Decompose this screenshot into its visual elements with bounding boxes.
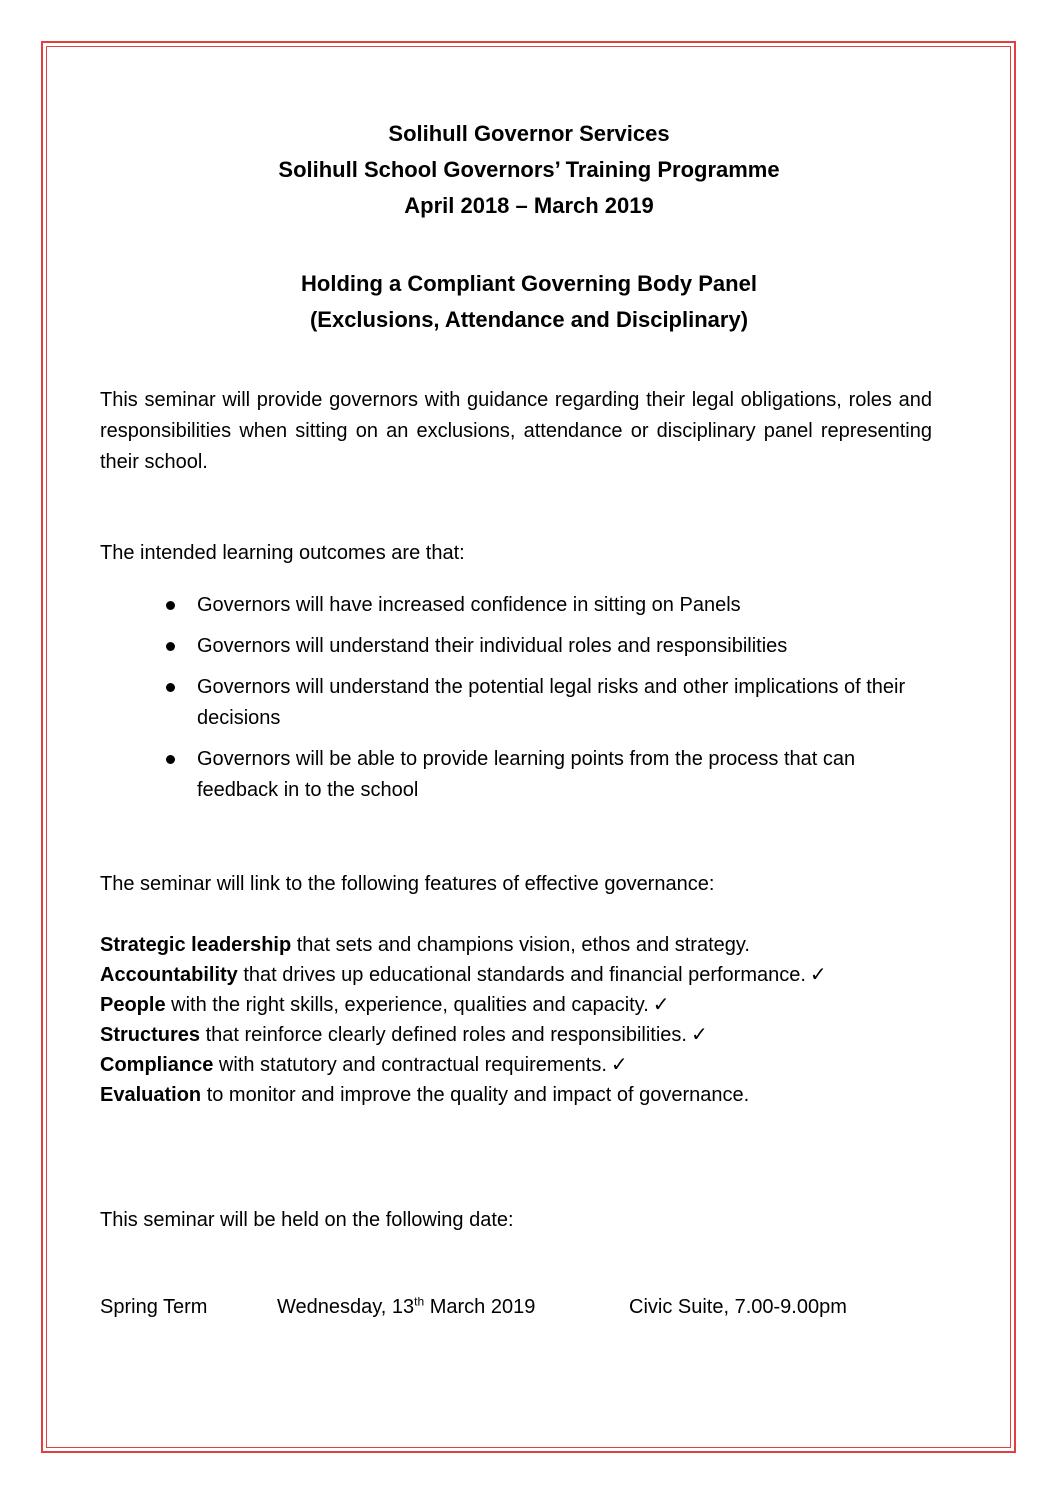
programme-header [0,116,1058,224]
feature-term: Accountability [100,964,238,986]
feature-line [100,960,980,990]
feature-term: Structures [100,1024,201,1046]
list-item [160,590,940,621]
outcomes-list [160,590,940,816]
list-item [160,631,940,662]
schedule-venue: Civic Suite, 7.00-9.00pm [629,1296,847,1318]
features-intro: The seminar will link to the following features of effective governance: [100,873,715,895]
feature-text: to monitor and improve the quality and impact of governance. [201,1084,750,1106]
checkmark-icon: ✓ [809,964,827,986]
course-subtitle: (Exclusions, Attendance and Disciplinary) [309,307,749,332]
bullet-icon [166,642,175,651]
schedule-date [277,1292,535,1323]
bullet-icon [166,683,175,692]
intro-paragraph: This seminar will provide governors with guidance regarding their legal obligations, roles and responsibilities when sitting on an exclusions, attendance or disciplinary panel representing their school. [100,389,932,473]
date-day: Wednesday, 13 [277,1296,415,1318]
list-item [160,672,940,734]
schedule-term: Spring Term [100,1296,208,1318]
feature-line [100,930,980,960]
feature-term: Compliance [100,1054,214,1076]
outcome-text: Governors will be able to provide learning points from the process that can feedback in to the school [197,748,856,801]
checkmark-icon: ✓ [652,994,670,1016]
date-ordinal: th [414,1294,425,1309]
date-intro: This seminar will be held on the following date: [100,1209,514,1231]
features-list [100,930,980,1110]
feature-line [100,990,980,1020]
programme-period: April 2018 – March 2019 [404,193,654,218]
outcome-text: Governors will understand their individual roles and responsibilities [197,635,788,657]
outcome-text: Governors will understand the potential legal risks and other implications of their decisions [197,676,906,729]
programme-name: Solihull School Governors’ Training Programme [278,157,780,182]
feature-line [100,1080,980,1110]
date-month-year: March 2019 [424,1296,536,1318]
bullet-icon [166,601,175,610]
course-title: Holding a Compliant Governing Body Panel [301,271,757,296]
course-heading [0,266,1058,338]
feature-text: that sets and champions vision, ethos and strategy. [291,934,750,956]
feature-text: that drives up educational standards and financial performance. [237,964,806,986]
outcomes-intro: The intended learning outcomes are that: [100,542,465,564]
feature-line [100,1020,980,1050]
bullet-icon [166,755,175,764]
list-item [160,744,940,806]
org-name: Solihull Governor Services [388,121,670,146]
outcome-text: Governors will have increased confidence in sitting on Panels [197,594,741,616]
feature-text: with statutory and contractual requirements. [213,1054,607,1076]
checkmark-icon: ✓ [610,1054,628,1076]
feature-text: with the right skills, experience, qualities and capacity. [165,994,649,1016]
feature-term: Strategic leadership [100,934,292,956]
checkmark-icon: ✓ [690,1024,708,1046]
feature-term: People [100,994,166,1016]
feature-text: that reinforce clearly defined roles and responsibilities. [200,1024,687,1046]
feature-line [100,1050,980,1080]
feature-term: Evaluation [100,1084,202,1106]
